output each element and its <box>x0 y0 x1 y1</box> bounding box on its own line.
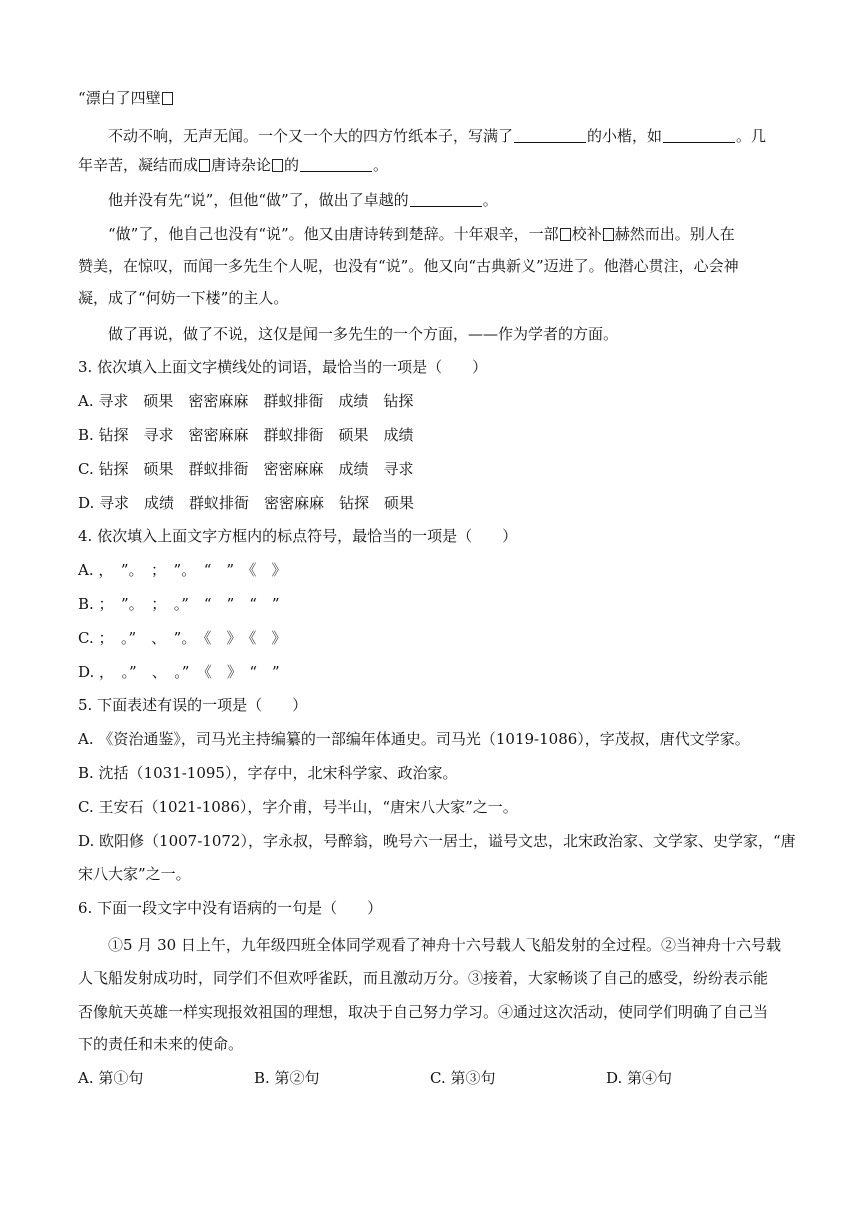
passage-text: 的小楷，如 <box>587 127 663 145</box>
passage-text: “漂白了四壁 <box>78 89 161 107</box>
passage-line-8: 做了再说，做了不说，这仅是闻一多先生的一个方面，——作为学者的方面。 <box>108 325 619 343</box>
passage-text: 的 <box>284 156 300 174</box>
q6-paragraph-line-2: 人飞船发射成功时，同学们不但欢呼雀跃，而且激动万分。③接着，大家畅谈了自己的感受，纷纷表示能 <box>78 969 769 987</box>
punct-box <box>560 228 571 241</box>
passage-line-4 <box>108 190 818 210</box>
punct-box <box>162 92 173 105</box>
q4-option-d[interactable]: D. ， 。” 、 。” 《 》 “ ” <box>78 663 280 681</box>
punct-box <box>272 159 283 172</box>
passage-text: 赫然而出。别人在 <box>614 225 735 243</box>
q6-choice-b[interactable]: B. 第②句 <box>254 1069 320 1087</box>
passage-line-6: 赞美，在惊叹，而闻一多先生个人呢，也没有“说”。他又向“古典新义”迈进了。他潜心贯注，心会神 <box>78 257 739 275</box>
passage-text: 。 <box>482 191 498 209</box>
passage-line-3 <box>78 155 788 175</box>
q4-option-b[interactable]: B. ； ”。 ； 。” “ ” “ ” <box>78 595 280 613</box>
passage-text: 。 <box>373 156 389 174</box>
q5-option-b[interactable]: B. 沈括（1031-1095），字存中，北宋科学家、政治家。 <box>78 764 458 782</box>
passage-line-5 <box>108 224 818 244</box>
q4-option-a[interactable]: A. ， ”。 ； ”。 “ ” 《 》 <box>78 561 287 579</box>
q4-option-c[interactable]: C. ； 。” 、 ”。 《 》 《 》 <box>78 629 287 647</box>
q5-option-a[interactable]: A. 《资治通鉴》，司马光主持编纂的一部编年体通史。司马光（1019-1086），字茂叔，唐代文学家。 <box>78 730 750 748</box>
passage-text: 不动不响，无声无闻。一个又一个大的四方竹纸本子，写满了 <box>108 127 514 145</box>
q6-paragraph-line-1: ①5 月 30 日上午，九年级四班全体同学观看了神舟十六号载人飞船发射的全过程。②当神舟十六号载 <box>108 936 781 954</box>
q6-paragraph-line-3: 否像航天英雄一样实现报效祖国的理想，取决于自己努力学习。④通过这次活动，使同学们明确了自己当 <box>78 1003 769 1021</box>
q6-choice-c[interactable]: C. 第③句 <box>430 1069 496 1087</box>
answer-blank <box>514 128 586 143</box>
passage-line-2 <box>108 126 818 146</box>
passage-text: 年辛苦，凝结而成 <box>78 156 199 174</box>
question-4-stem: 4. 依次填入上面文字方框内的标点符号，最恰当的一项是（ ） <box>78 527 518 545</box>
answer-blank <box>300 157 372 172</box>
q6-paragraph-line-4: 下的责任和未来的使命。 <box>78 1035 244 1053</box>
punct-box <box>603 228 614 241</box>
passage-text: 校补 <box>571 225 602 243</box>
question-3-stem: 3. 依次填入上面文字横线处的词语，最恰当的一项是（ ） <box>78 358 488 376</box>
q3-option-a[interactable]: A. 寻求 硕果 密密麻麻 群蚁排衙 成绩 钻探 <box>78 392 414 410</box>
answer-blank <box>410 192 482 207</box>
q6-choice-a[interactable]: A. 第①句 <box>78 1069 144 1087</box>
question-6-stem: 6. 下面一段文字中没有语病的一句是（ ） <box>78 899 383 917</box>
q5-option-c[interactable]: C. 王安石（1021-1086），字介甫，号半山，“唐宋八大家”之一。 <box>78 798 518 816</box>
answer-blank <box>663 128 735 143</box>
passage-line-7: 凝，成了“何妨一下楼”的主人。 <box>78 289 289 307</box>
q5-option-d-continued: 宋八大家”之一。 <box>78 865 191 883</box>
passage-text: 他并没有先“说”，但他“做”了，做出了卓越的 <box>108 191 409 209</box>
passage-text: “做”了，他自己也没有“说”。他又由唐诗转到楚辞。十年艰辛，一部 <box>108 225 559 243</box>
passage-line-1 <box>78 88 788 108</box>
q6-choice-d[interactable]: D. 第④句 <box>606 1069 673 1087</box>
q3-option-d[interactable]: D. 寻求 成绩 群蚁排衙 密密麻麻 钻探 硕果 <box>78 494 415 512</box>
q3-option-b[interactable]: B. 钻探 寻求 密密麻麻 群蚁排衙 硕果 成绩 <box>78 426 414 444</box>
punct-box <box>199 159 210 172</box>
passage-text: 唐诗杂论 <box>211 156 272 174</box>
question-5-stem: 5. 下面表述有误的一项是（ ） <box>78 696 308 714</box>
q3-option-c[interactable]: C. 钻探 硕果 群蚁排衙 密密麻麻 成绩 寻求 <box>78 460 414 478</box>
passage-text: 。几 <box>736 127 767 145</box>
q5-option-d[interactable]: D. 欧阳修（1007-1072），字永叔，号醉翁，晚号六一居士，谥号文忠，北宋政治家、文学家、史学家，“唐 <box>78 832 796 850</box>
